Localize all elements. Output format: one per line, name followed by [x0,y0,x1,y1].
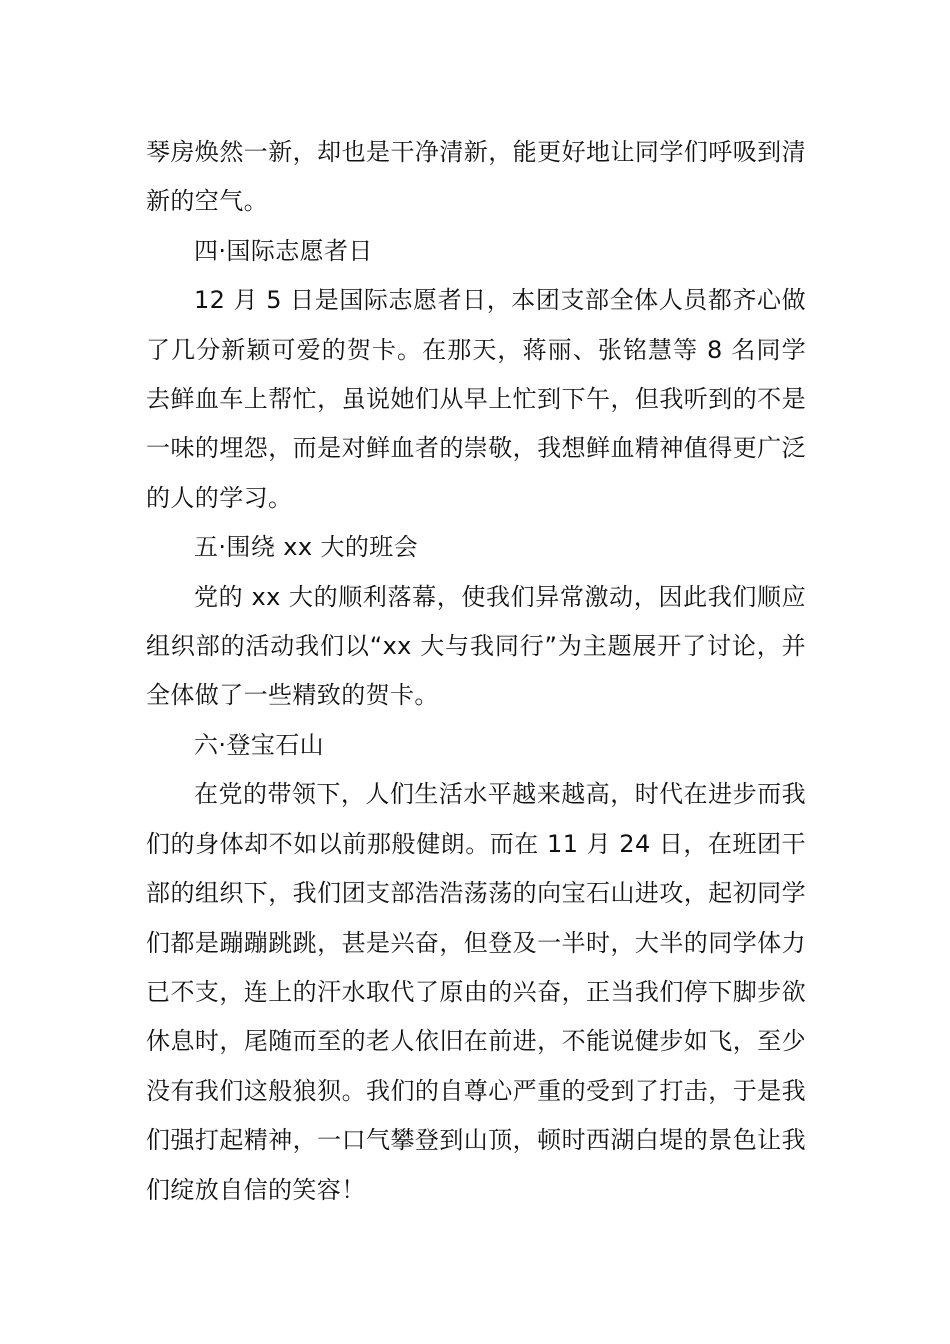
paragraph-class-meeting: 党的 xx 大的顺利落幕，使我们异常激动，因此我们顺应组织部的活动我们以“xx 大与我同行”为主题展开了讨论，并全体做了一些精致的贺卡。 [146,582,806,710]
paragraph-continuation: 琴房焕然一新，却也是干净清新，能更好地让同学们呼吸到清新的空气。 [146,138,806,216]
paragraph-baoshi-mountain: 在党的带领下，人们生活水平越来越高，时代在进步而我们的身体却不如以前那般健朗。而在 11 月 24 日，在班团干部的组织下，我们团支部浩浩荡荡的向宝石山进攻，起初同学们都是蹦蹦跳跳，甚是兴奋，但登及一半时，大半的同学体力已不支，连上的汗水取代了原由的兴奋，正当我们停下脚步欲休息时，尾随而至的老人依旧在前进，不能说健步如飞，至少没有我们这般狼狈。我们的自尊心严重的受到了打击，于是我们强打起精神，一口气攀登到山顶，顿时西湖白堤的景色让我们绽放自信的笑容！ [146,780,806,1204]
section-heading-volunteer-day: 四·国际志愿者日 [194,236,373,265]
document-page [146,128,806,1215]
section-heading-baoshi-mountain: 六·登宝石山 [194,730,325,759]
paragraph-volunteer-day: 12 月 5 日是国际志愿者日，本团支部全体人员都齐心做了几分新颖可爱的贺卡。在那天，蒋丽、张铭慧等 8 名同学去鲜血车上帮忙，虽说她们从早上忙到下午，但我听到的不是一味的埋怨，而是对鲜血者的崇敬，我想鲜血精神值得更广泛的人的学习。 [146,286,806,512]
section-heading-class-meeting: 五·围绕 xx 大的班会 [194,533,419,562]
